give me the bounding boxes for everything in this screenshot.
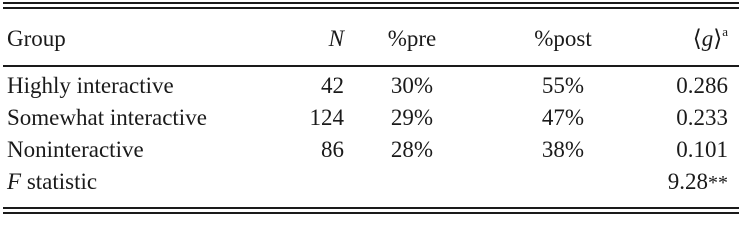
row-gain: 0.233 (676, 105, 728, 130)
row-group: Highly interactive (7, 73, 174, 98)
row-post: 38% (541, 137, 585, 162)
bottom-rule-1 (3, 207, 739, 209)
header-post (534, 24, 592, 54)
f-statistic-row (0, 167, 744, 197)
header-row (0, 24, 744, 54)
row-gain: 0.101 (676, 137, 728, 162)
header-gain-var: g (701, 26, 714, 51)
top-rule-2 (3, 7, 739, 9)
top-rule-1 (3, 2, 739, 4)
row-pre: 28% (390, 137, 434, 162)
row-n: 86 (321, 137, 344, 162)
header-gain-open: ⟨ (692, 26, 702, 51)
row-pre: 29% (390, 105, 434, 130)
header-group: Group (7, 26, 66, 51)
row-group: Somewhat interactive (7, 105, 207, 130)
header-n: N (328, 26, 344, 51)
header-gain-footnote: a (722, 24, 728, 39)
row-post: 55% (541, 73, 585, 98)
row-n: 42 (321, 73, 344, 98)
header-gain-close: ⟩ (713, 26, 723, 51)
significance-stars: ** (708, 172, 728, 194)
header-rule (3, 65, 739, 67)
f-statistic-label (7, 167, 97, 197)
row-group: Noninteractive (7, 137, 144, 162)
header-gain (693, 24, 728, 54)
row-gain: 0.286 (676, 73, 728, 98)
f-statistic-text: statistic (21, 169, 98, 194)
table-row (0, 103, 744, 133)
header-post-label: %post (534, 26, 592, 51)
f-statistic-value (668, 167, 728, 198)
header-pre (388, 24, 437, 54)
f-statistic-number: 9.28 (667, 169, 708, 194)
table-row (0, 135, 744, 165)
bottom-rule-2 (3, 212, 739, 214)
f-statistic-var: F (7, 169, 22, 194)
header-pre-label: %pre (387, 26, 437, 51)
table-row (0, 71, 744, 101)
row-post: 47% (541, 105, 585, 130)
row-n: 124 (309, 105, 344, 130)
row-pre: 30% (390, 73, 434, 98)
